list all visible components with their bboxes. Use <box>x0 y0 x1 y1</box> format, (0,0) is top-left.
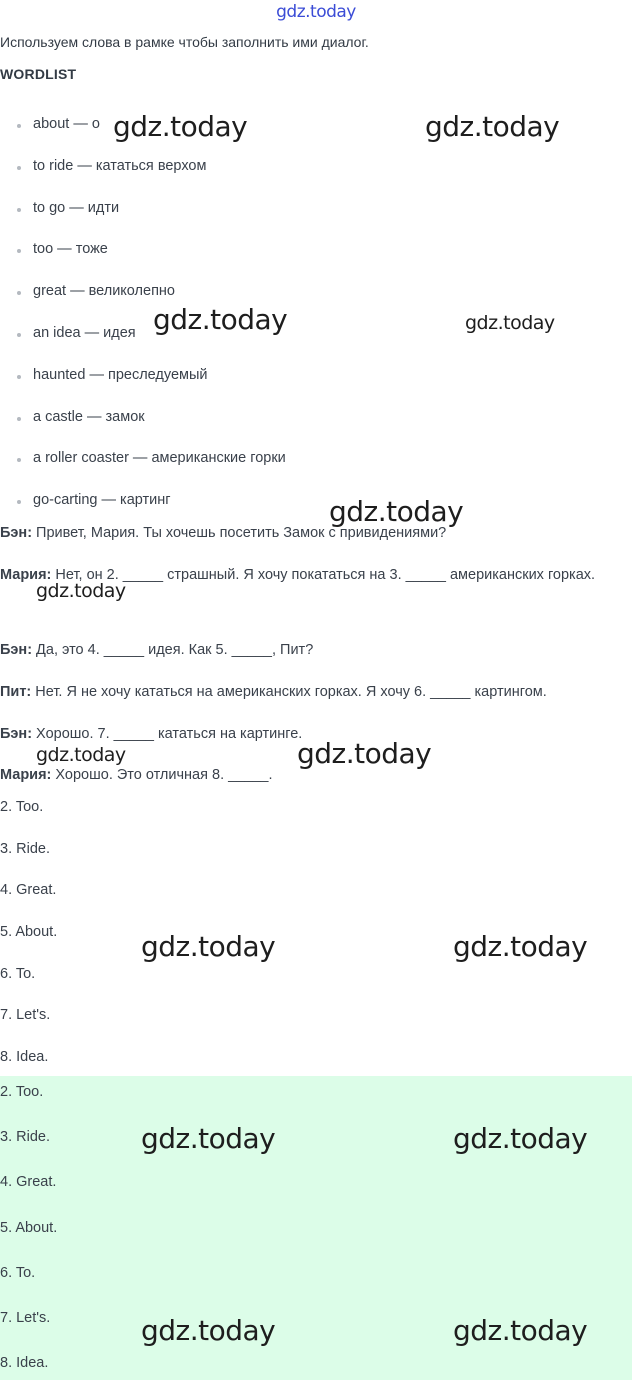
watermark: gdz.today <box>141 1314 276 1347</box>
list-item: too — тоже <box>0 229 286 271</box>
answer-item: 8. Idea. <box>0 1355 49 1372</box>
list-item: great — великолепно <box>0 271 286 313</box>
list-item: a castle — замок <box>0 397 286 439</box>
answer-item: 4. Great. <box>0 1174 57 1191</box>
dialog-text: Нет. Я не хочу кататься на американских горках. Я хочу 6. _____ картингом. <box>31 684 547 700</box>
watermark: gdz.today <box>453 1122 588 1155</box>
answer-item: 4. Great. <box>0 882 57 899</box>
list-item: to ride — кататься верхом <box>0 146 286 188</box>
list-item: about — о <box>0 104 286 146</box>
dialog-line <box>0 683 628 702</box>
wordlist <box>0 104 286 522</box>
dialog-text: Хорошо. 7. _____ кататься на картинге. <box>32 726 303 742</box>
answer-item: 7. Let's. <box>0 1309 51 1326</box>
bullet-icon <box>17 166 21 170</box>
bullet-icon <box>17 208 21 212</box>
speaker-name: Мария: <box>0 767 52 783</box>
dialog-line <box>0 641 628 660</box>
dialog-line <box>0 725 628 744</box>
dialog-line <box>0 566 628 585</box>
list-item: to go — идти <box>0 188 286 230</box>
watermark: gdz.today <box>297 737 432 770</box>
speaker-name: Мария: <box>0 567 52 583</box>
watermark: gdz.today <box>141 930 276 963</box>
watermark: gdz.today <box>153 303 288 336</box>
watermark: gdz.today <box>141 1122 276 1155</box>
answer-item: 2. Too. <box>0 1084 44 1100</box>
watermark: gdz.today <box>425 110 560 143</box>
highlighted-answer-list <box>0 1084 57 1400</box>
dialog-line <box>0 766 628 785</box>
answer-item: 3. Ride. <box>0 1129 50 1146</box>
dialog-text: Хорошо. Это отличная 8. _____. <box>51 767 273 783</box>
watermark: gdz.today <box>453 930 588 963</box>
answer-item: 5. About. <box>0 924 58 941</box>
speaker-name: Бэн: <box>0 525 33 541</box>
answer-item: 5. About. <box>0 1219 58 1236</box>
list-item: haunted — преследуемый <box>0 355 286 397</box>
watermark: gdz.today <box>113 110 248 143</box>
list-item: a roller coaster — американские горки <box>0 438 286 480</box>
watermark: gdz.today <box>453 1314 588 1347</box>
dialog-text: Привет, Мария. Ты хочешь посетить Замок с привидениями? <box>32 525 447 541</box>
list-item: an idea — идея <box>0 313 286 355</box>
site-logo[interactable]: gdz.today <box>276 2 356 22</box>
answer-item: 8. Idea. <box>0 1049 49 1066</box>
bullet-icon <box>17 124 21 128</box>
watermark: gdz.today <box>465 312 555 334</box>
answer-item: 6. To. <box>0 965 36 982</box>
watermark: gdz.today <box>36 744 126 766</box>
bullet-icon <box>17 249 21 253</box>
watermark: gdz.today <box>329 495 464 528</box>
dialog-text: Да, это 4. _____ идея. Как 5. _____, Пит? <box>32 642 314 658</box>
answer-list <box>0 799 57 1091</box>
answer-item: 2. Too. <box>0 799 44 815</box>
speaker-name: Пит: <box>0 684 32 700</box>
list-item: go-carting — картинг <box>0 480 286 522</box>
dialog-text: Нет, он 2. _____ страшный. Я хочу покататься на 3. _____ американских горках. <box>51 567 596 583</box>
dialog-line <box>0 524 628 543</box>
answer-item: 7. Let's. <box>0 1007 51 1024</box>
answer-item: 6. To. <box>0 1264 36 1281</box>
watermark: gdz.today <box>36 580 126 602</box>
speaker-name: Бэн: <box>0 726 33 742</box>
highlighted-answer-box <box>0 1076 632 1380</box>
task-instruction: Используем слова в рамке чтобы заполнить ими диалог. <box>0 34 369 50</box>
bullet-icon <box>17 375 21 379</box>
bullet-icon <box>17 458 21 462</box>
bullet-icon <box>17 417 21 421</box>
bullet-icon <box>17 291 21 295</box>
speaker-name: Бэн: <box>0 642 33 658</box>
wordlist-title: WORDLIST <box>0 66 77 82</box>
answer-item: 3. Ride. <box>0 840 50 857</box>
bullet-icon <box>17 500 21 504</box>
bullet-icon <box>17 333 21 337</box>
